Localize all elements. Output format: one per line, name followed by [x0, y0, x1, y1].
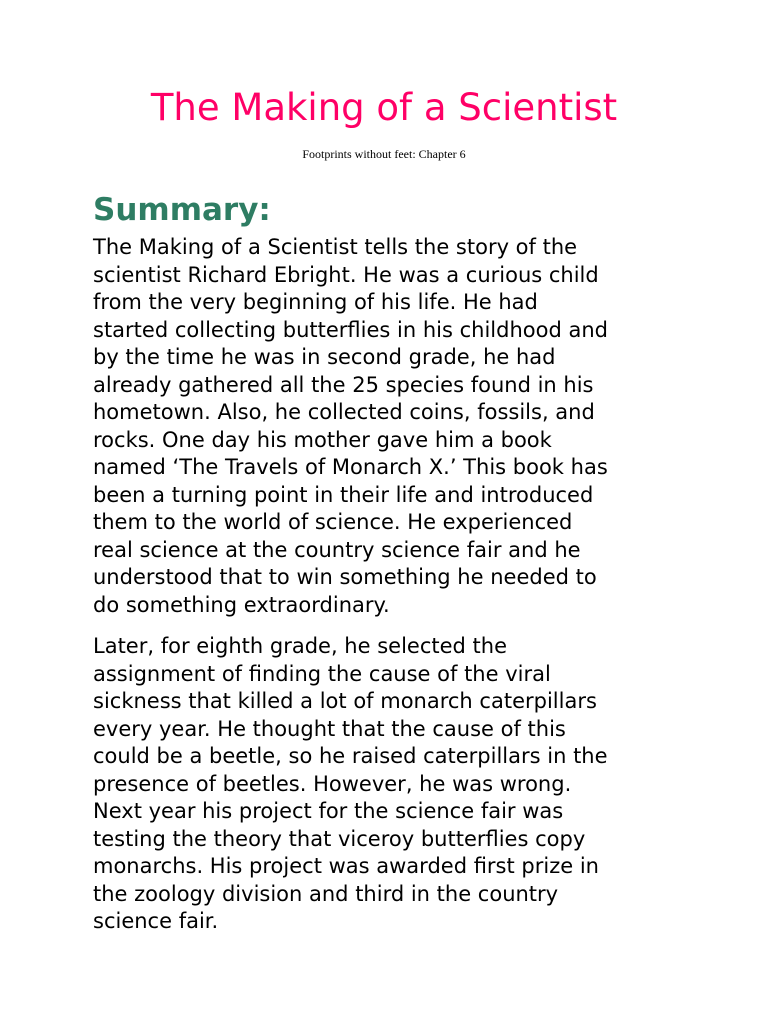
paragraph-line: Later, for eighth grade, he selected the: [93, 634, 507, 658]
paragraph-line: started collecting butterflies in his childhood and: [93, 317, 608, 342]
paragraph-line: real science at the country science fair and he: [93, 537, 581, 562]
paragraph-line: named ‘The Travels of Monarch X.’ This book has: [93, 455, 608, 479]
paragraph-line: presence of beetles. However, he was wrong.: [93, 771, 572, 796]
paragraph-line: Next year his project for the science fair was: [93, 799, 564, 823]
paragraph-line: hometown. Also, he collected coins, fossils, and: [93, 400, 595, 424]
paragraph-line: by the time he was in second grade, he had: [93, 345, 556, 369]
paragraph-line: assignment of finding the cause of the viral: [93, 661, 551, 686]
summary-paragraph-2: [93, 633, 693, 936]
summary-heading: Summary:: [93, 192, 271, 228]
paragraph-line: rocks. One day his mother gave him a book: [93, 427, 552, 452]
paragraph-line: testing the theory that viceroy butterflies copy: [93, 826, 586, 851]
paragraph-line: understood that to win something he needed to: [93, 565, 597, 589]
paragraph-line: scientist Richard Ebright. He was a curious child: [93, 262, 599, 287]
paragraph-line: The Making of a Scientist tells the story of the: [93, 235, 578, 259]
page-subtitle: Footprints without feet: Chapter 6: [302, 147, 466, 161]
paragraph-line: from the very beginning of his life. He had: [93, 290, 538, 314]
paragraph-line: monarchs. His project was awarded first prize in: [93, 854, 599, 878]
paragraph-line: do something extraordinary.: [93, 592, 390, 617]
paragraph-line: sickness that killed a lot of monarch caterpillars: [93, 689, 597, 713]
paragraph-line: could be a beetle, so he raised caterpillars in the: [93, 744, 608, 768]
paragraph-line: every year. He thought that the cause of this: [93, 716, 566, 741]
paragraph-line: the zoology division and third in the country: [93, 881, 559, 906]
page-title: The Making of a Scientist: [150, 86, 618, 129]
paragraph-line: science fair.: [93, 909, 219, 933]
summary-paragraph-1: [93, 234, 693, 619]
paragraph-line: already gathered all the 25 species found in his: [93, 372, 594, 397]
paragraph-line: been a turning point in their life and introduced: [93, 482, 594, 507]
paragraph-line: them to the world of science. He experienced: [93, 510, 573, 534]
